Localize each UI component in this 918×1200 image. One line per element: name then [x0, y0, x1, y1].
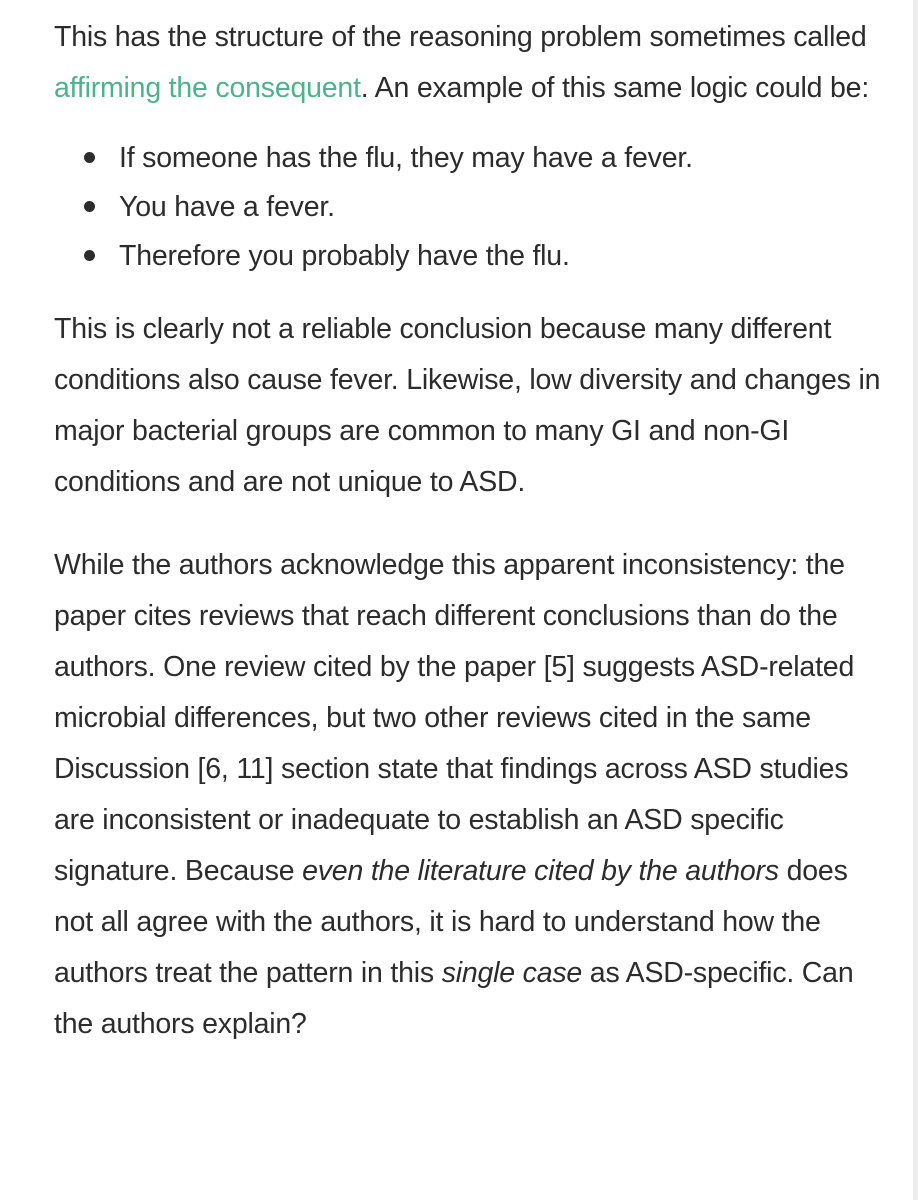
- affirming-the-consequent-link[interactable]: affirming the consequent: [54, 72, 361, 104]
- bullet-icon: [84, 250, 95, 261]
- page-edge-divider: [913, 0, 918, 1200]
- emphasis-text: single case: [441, 957, 583, 989]
- example-bullet-list: [54, 134, 894, 281]
- list-item: [54, 232, 894, 281]
- paragraph-text: does not all agree with the authors, it is hard to understand how the authors treat the pattern in this: [54, 855, 848, 989]
- list-item: [54, 134, 894, 183]
- bullet-icon: [84, 201, 95, 212]
- emphasis-text: even the literature cited by the authors: [302, 855, 779, 887]
- paragraph-affirming-consequent: [54, 12, 894, 114]
- paragraph-text: While the authors acknowledge this apparent inconsistency: the paper cites reviews that reach different conclusions than do the authors. One review cited by the paper [5] suggests ASD-related microbial differences, but two other reviews cited in the same Discussion [6, 11] section state that findings across ASD studies are inconsistent or inadequate to establish an ASD specific signature. Because: [54, 549, 855, 887]
- paragraph-text: . An example of this same logic could be:: [360, 72, 870, 104]
- list-item-text: Therefore you probably have the flu.: [119, 240, 570, 272]
- paragraph-text: as ASD-specific. Can the authors explain?: [54, 957, 854, 1040]
- list-item: [54, 183, 894, 232]
- paragraph-text: This has the structure of the reasoning problem sometimes called: [54, 21, 867, 53]
- list-item-text: If someone has the flu, they may have a fever.: [119, 142, 693, 174]
- bullet-icon: [84, 152, 95, 163]
- paragraph-reliability: This is clearly not a reliable conclusion because many different conditions also cause fever. Likewise, low diversity and changes in major bacterial groups are common to many GI and non-GI conditions and are not unique to ASD.: [54, 313, 881, 498]
- article-body: [54, 12, 894, 1050]
- list-item-text: You have a fever.: [119, 191, 335, 223]
- paragraph-inconsistency: [54, 540, 894, 1050]
